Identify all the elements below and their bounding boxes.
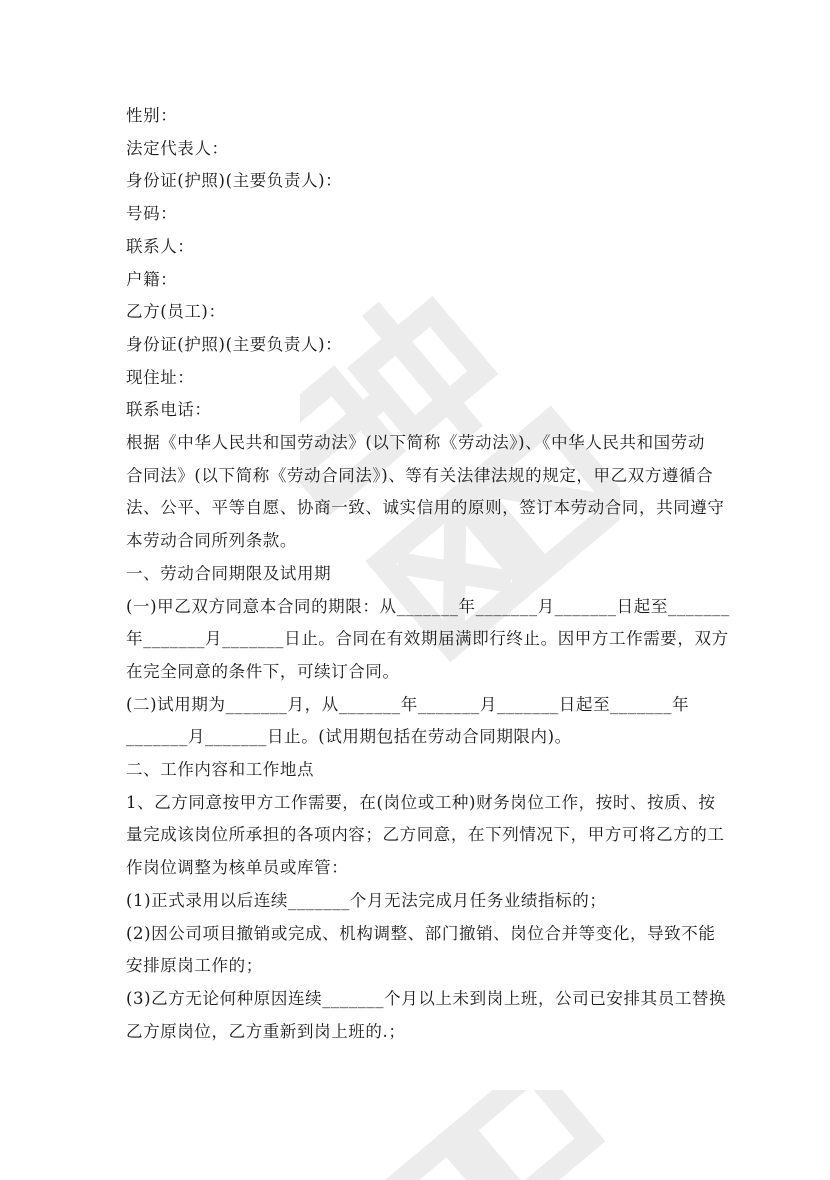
clause-line: 年_______月_______日止。合同在有效期届满即行终止。因甲方工作需要，双方: [126, 629, 729, 649]
clause-line: _______月_______日止。(试用期包括在劳动合同期限内)。: [126, 727, 572, 747]
document-body: [126, 100, 730, 1048]
clause-line: (一)甲乙双方同意本合同的期限：从_______年_______月_______日起至_______: [126, 596, 730, 616]
preamble-line: 法、公平、平等自愿、协商一致、诚实信用的原则，签订本劳动合同，共同遵守: [126, 498, 725, 518]
field-household-registration: 户籍：: [126, 269, 178, 289]
preamble-line: 本劳动合同所列条款。: [126, 531, 297, 551]
field-id-card: 身份证(护照)(主要负责人)：: [126, 171, 343, 191]
field-number: 号码：: [126, 204, 178, 224]
clause-line: 乙方原岗位，乙方重新到岗上班的.；: [126, 1021, 406, 1041]
clause-line: 安排原岗工作的；: [126, 956, 263, 976]
clause-line: (2)因公司项目撤销或完成、机构调整、部门撤销、岗位合并等变化，导致不能: [126, 923, 716, 943]
preamble-line: 根据《中华人民共和国劳动法》(以下简称《劳动法》)、《中华人民共和国劳动: [126, 433, 705, 453]
field-contact-person: 联系人：: [126, 236, 195, 256]
field-current-address: 现住址：: [126, 367, 195, 387]
preamble-line: 合同法》(以下简称《劳动合同法》)、等有关法律法规的规定，甲乙双方遵循合: [126, 465, 714, 485]
field-party-b-id-card: 身份证(护照)(主要负责人)：: [126, 334, 343, 354]
section-heading-2: 二、工作内容和工作地点: [126, 760, 315, 780]
field-gender: 性别：: [126, 106, 178, 125]
clause-line: 作岗位调整为核单员或库管：: [126, 858, 349, 878]
field-legal-representative: 法定代表人：: [126, 138, 229, 158]
section-heading-1: 一、劳动合同期限及试用期: [126, 563, 332, 583]
clause-line: 在完全同意的条件下，可续订合同。: [126, 661, 400, 681]
field-party-b: 乙方(员工)：: [126, 302, 226, 322]
clause-line: (二)试用期为_______月，从_______年_______月_______日起至_______年: [126, 694, 690, 714]
clause-line: 量完成该岗位所承担的各项内容；乙方同意，在下列情况下，甲方可将乙方的工: [126, 825, 725, 845]
clause-line: (3)乙方无论何种原因连续_______个月以上未到岗上班，公司已安排其员工替换: [126, 988, 727, 1008]
field-phone: 联系电话：: [126, 400, 212, 420]
clause-line: 1、乙方同意按甲方工作需要，在(岗位或工种)财务岗位工作，按时、按质、按: [126, 792, 716, 812]
watermark-bottom: [330, 1090, 630, 1180]
clause-line: (1)正式录用以后连续_______个月无法完成月任务业绩指标的；: [126, 890, 607, 910]
